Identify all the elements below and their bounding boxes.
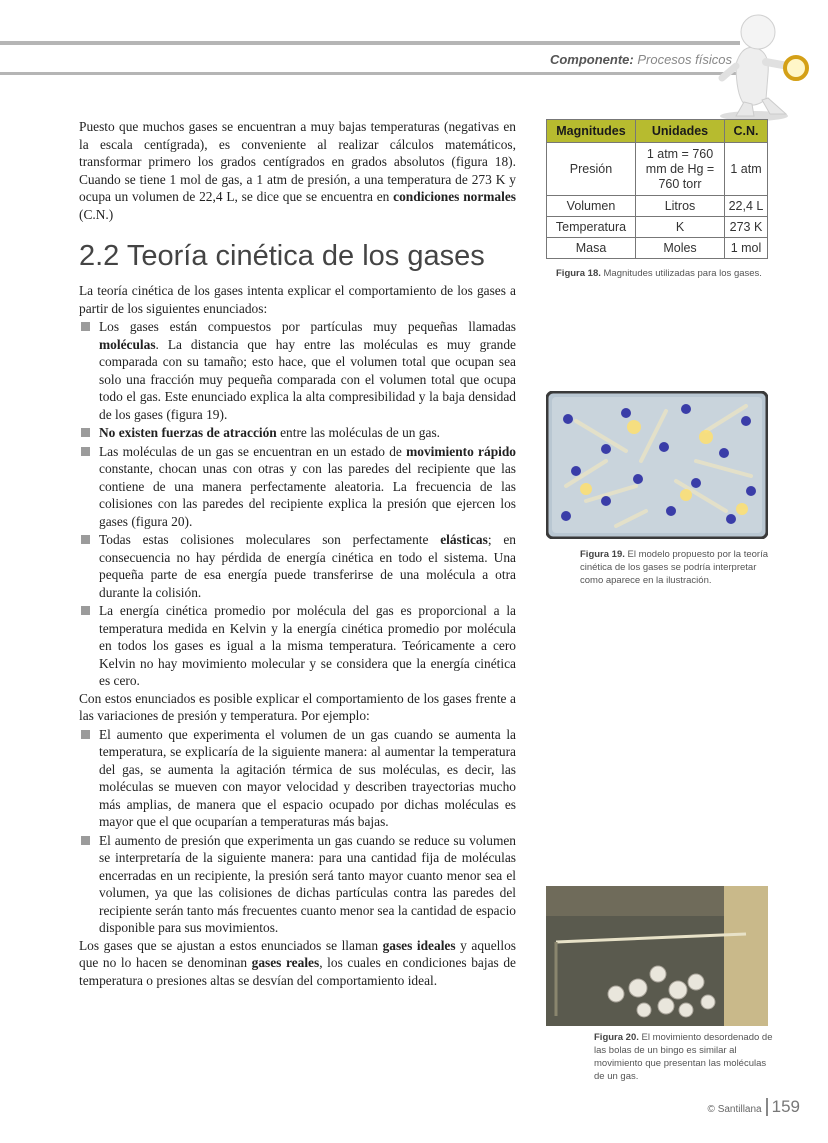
header-rule-top: [0, 41, 740, 45]
bullet-square-icon: [81, 535, 90, 544]
table-cell: Volumen: [547, 196, 636, 217]
mascot-magnifier-illustration: [696, 4, 816, 122]
kinetic-model-illustration: [546, 391, 768, 539]
intro-text-end: (C.N.): [79, 206, 114, 222]
bullet-square-icon: [81, 447, 90, 456]
list-item-text: Los gases están compuestos por partículas muy pequeñas llamadas: [99, 319, 516, 334]
figure-label: Figura 18.: [556, 268, 601, 279]
bullet-square-icon: [81, 730, 90, 739]
table-cell: Moles: [636, 238, 725, 259]
figure-label: Figura 20.: [594, 1032, 639, 1043]
term-gases-ideales: gases ideales: [382, 937, 456, 953]
list-item-text: El aumento que experimenta el volumen de un gas cuando se aumenta la temperatura, se explicaría de la siguiente manera: al aumentar la temperatura del gas, se aumenta la agitación térmica de sus moléculas, es decir, las moléculas se mueven con mayor velocidad y describen trayectorias mucho más amplias, de manera que el espacio ocupado por dichas moléculas es mayor que el que ocuparían a temperaturas más bajas.: [99, 726, 516, 829]
bullet-square-icon: [81, 606, 90, 615]
list-item-bold: elásticas: [440, 532, 488, 547]
figure-caption-text: El modelo propuesto por la teoría cinética de los gases se podría interpretar como aparece en la ilustración.: [580, 549, 768, 586]
list-item: [79, 832, 516, 937]
list-item-bold: movimiento rápido: [406, 443, 517, 459]
column-header: C.N.: [725, 120, 768, 143]
section-lead-2: Con estos enunciados es posible explicar el comportamiento de los gases frente a las variaciones de presión y temperatura. Por ejemplo:: [79, 690, 516, 723]
figure-20-caption: [594, 1031, 776, 1083]
table-header-row: [547, 120, 768, 143]
table-row: [547, 217, 768, 238]
bullet-square-icon: [81, 322, 90, 331]
closing-text: Los gases que se ajustan a estos enunciados se llaman: [79, 937, 383, 953]
component-label: Componente:: [549, 52, 634, 67]
term-gases-reales: gases reales: [251, 955, 320, 970]
section-lead: La teoría cinética de los gases intenta explicar el comportamiento de los gases a partir de los siguientes enunciados:: [79, 283, 516, 316]
table-cell: 22,4 L: [725, 196, 768, 217]
copyright: © Santillana: [707, 1104, 762, 1115]
figure-label: Figura 19.: [580, 549, 625, 560]
bullet-square-icon: [81, 428, 90, 437]
list-item: [79, 318, 516, 423]
intro-text: Puesto que muchos gases se encuentran a muy bajas temperaturas (negativas en la escala centígrada), es conveniente al realizar cálculos matemáticos, transformar primero los grados centígrados en grados absolutos (figura 18). Cuando se tiene 1 mol de gas, a 1 atm de presión, a una temperatura de 273 K y ocupa un volumen de 22,4 L, se dice que se encuentra en: [79, 119, 516, 204]
table-cell: Masa: [547, 238, 636, 259]
table-cell: Temperatura: [547, 217, 636, 238]
intro-paragraph: [79, 118, 516, 223]
list-item-text: Todas estas colisiones moleculares son perfectamente: [99, 532, 441, 547]
list-item: [79, 531, 516, 601]
column-header: Unidades: [636, 120, 725, 143]
list-item: [79, 443, 516, 531]
table-cell: 1 atm: [725, 143, 768, 196]
list-item-text: Las moléculas de un gas se encuentran en un estado de: [99, 443, 407, 459]
figure-caption-text: El movimiento desordenado de las bolas de un bingo es similar al movimiento que presentan las moléculas de un gas.: [594, 1032, 773, 1082]
figure-caption-text: Magnitudes utilizadas para los gases.: [603, 268, 762, 279]
list-item-text: El aumento de presión que experimenta un gas cuando se reduce su volumen se interpretaría de la siguiente manera: para una cantidad fija de moléculas encerradas en un recipiente, la presión será tanto mayor cuanto menor sea el volumen, ya que las colisiones de dichas partículas contra las paredes del recipiente serán tanto más frecuentes cuanto menor sea la cantidad de espacio disponible para sus movimientos.: [99, 832, 516, 935]
table-cell: Litros: [636, 196, 725, 217]
closing-paragraph: [79, 937, 516, 990]
component-value: Procesos físicos: [637, 52, 732, 67]
page-number: 159: [771, 1097, 800, 1116]
list-item-text: La energía cinética promedio por molécula del gas es proporcional a la temperatura medida en Kelvin y la energía cinética promedio por molécula en todos los gases es igual a la misma temperatura. Teóricamente a cero Kelvin no hay movimiento molecular y se considera que la energía cinética es cero.: [99, 603, 516, 688]
closing-text: , los cuales en condiciones bajas de temperatura o presiones altas se desvían del comportamiento ideal.: [79, 955, 516, 988]
list-item: [79, 424, 516, 442]
section-body: [79, 282, 516, 989]
closing-text: y aquellos que no lo hacen se denominan: [79, 937, 516, 970]
figure-18-caption: [556, 267, 786, 280]
list-item-text: . La distancia que hay entre las moléculas es muy grande comparada con su tamaño; esto hace, que el volumen total que ocupan sea solo una fracción muy pequeña comparada con el volumen total que ocupa todo el gas. Este enunciado explica la alta compresibilidad y la baja densidad de los gases (figura 19).: [99, 336, 516, 422]
table-cell: K: [636, 217, 725, 238]
column-header: Magnitudes: [547, 120, 636, 143]
page-footer: [708, 1097, 800, 1117]
list-item-bold: No existen fuerzas de atracción: [99, 425, 277, 440]
footer-divider: [766, 1098, 768, 1116]
list-item-text: ; en consecuencia no hay pérdida de energía cinética en todo el sistema. Una pequeña parte de esa energía puede transferirse de una molécula a otra durante la colisión.: [99, 532, 516, 600]
table-row: [547, 196, 768, 217]
postulates-list: [79, 318, 516, 690]
list-item-text: entre las moléculas de un gas.: [276, 425, 441, 440]
table-row: [547, 238, 768, 259]
list-item-text: constante, chocan unas con otras y con las paredes del recipiente que las contiene de una manera perfectamente aleatoria. La frecuencia de las colisiones con las paredes del recipiente explica la presión que ejercen los gases (figura 20).: [99, 461, 516, 529]
header-rule-bottom: [0, 72, 740, 75]
table-cell: 1 atm = 760 mm de Hg = 760 torr: [636, 143, 725, 196]
figure-19-caption: [580, 548, 776, 587]
magnitudes-table: [546, 119, 768, 259]
list-item: [79, 602, 516, 690]
table-row: [547, 143, 768, 196]
list-item: [79, 726, 516, 831]
table-cell: 273 K: [725, 217, 768, 238]
list-item-bold: moléculas: [99, 336, 156, 352]
bingo-balls-photo: [546, 886, 768, 1026]
intro-bold-term: condiciones normales: [393, 189, 517, 204]
bullet-square-icon: [81, 836, 90, 845]
examples-list: [79, 726, 516, 937]
table-cell: 1 mol: [725, 238, 768, 259]
table-cell: Presión: [547, 143, 636, 196]
section-title: 2.2 Teoría cinética de los gases: [79, 240, 485, 272]
